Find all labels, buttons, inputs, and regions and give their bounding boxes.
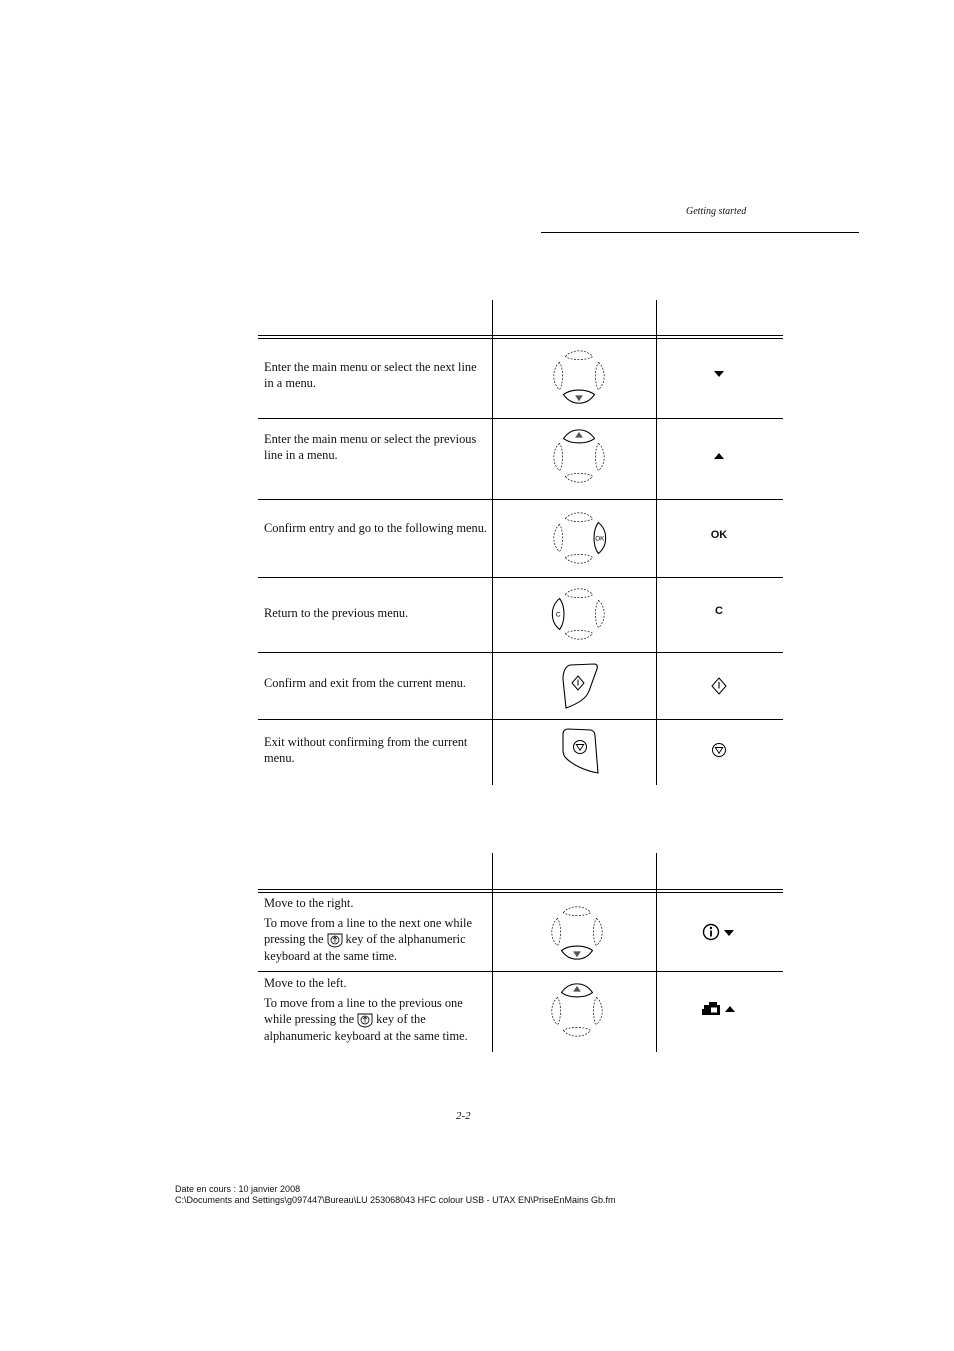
info-down-arrow-icon	[700, 922, 740, 942]
table-header-rule	[258, 335, 783, 339]
nav-pad-up-icon	[544, 980, 610, 1042]
document-meta	[175, 1184, 616, 1206]
stop-circle-icon	[704, 741, 734, 759]
c-symbol: C	[715, 605, 723, 617]
header-divider	[541, 232, 859, 233]
section-title: Getting started	[686, 206, 747, 217]
description-paragraph	[264, 915, 488, 964]
table-row-description: Confirm and exit from the current menu.	[264, 676, 466, 690]
table-row-rule	[258, 719, 783, 720]
table-row-rule	[258, 971, 783, 972]
table-divider	[492, 300, 493, 785]
file-path-line: C:\Documents and Settings\g097447\Bureau\LU 253068043 HFC colour USB - UTAX EN\PriseEnMains Gb.fm	[175, 1195, 616, 1205]
table-row-description	[264, 895, 488, 968]
nav-pad-down-icon	[546, 345, 612, 407]
table-row-rule	[258, 577, 783, 578]
table-row-description: Exit without confirming from the current menu.	[264, 735, 468, 765]
table-row-description: Enter the main menu or select the previous line in a menu.	[264, 432, 477, 462]
start-diamond-icon	[704, 676, 734, 696]
description-paragraph	[264, 995, 488, 1044]
description-line: Move to the right.	[264, 896, 354, 910]
page-number: 2-2	[456, 1110, 471, 1122]
ok-symbol: OK	[710, 529, 728, 541]
stop-key-icon	[558, 727, 602, 777]
table-row-description: Enter the main menu or select the next line in a menu.	[264, 360, 477, 390]
description-text: key of the alphanumeric keyboard at the same time.	[264, 1012, 468, 1044]
table-divider	[492, 853, 493, 1052]
table-divider	[656, 300, 657, 785]
table-row-rule	[258, 499, 783, 500]
shift-key-icon	[326, 932, 344, 948]
fax-up-arrow-icon	[700, 999, 740, 1019]
nav-pad-ok-icon	[546, 507, 612, 569]
description-line: Move to the left.	[264, 976, 347, 990]
table-row-description: Confirm entry and go to the following menu.	[264, 521, 487, 535]
arrow-up-icon	[704, 450, 734, 462]
key-label: C	[555, 611, 561, 619]
date-line: Date en cours : 10 janvier 2008	[175, 1184, 301, 1194]
table-divider	[656, 853, 657, 1052]
table-row-rule	[258, 652, 783, 653]
description-text: To move from a line to the next one while pressing the	[264, 916, 472, 946]
table-header-rule	[258, 889, 783, 893]
description-text: To move from a line to the previous one while pressing the	[264, 996, 463, 1026]
arrow-down-icon	[704, 368, 734, 380]
table-row-description	[264, 975, 488, 1048]
shift-key-icon	[356, 1012, 374, 1028]
description-text: key of the alphanumeric keyboard at the same time.	[264, 932, 466, 964]
nav-pad-up-icon	[546, 426, 612, 488]
start-key-icon	[558, 661, 600, 711]
key-label: OK	[595, 535, 605, 543]
nav-pad-down-icon	[544, 901, 610, 963]
nav-pad-c-icon	[546, 583, 612, 645]
table-row-rule	[258, 418, 783, 419]
table-row-description: Return to the previous menu.	[264, 606, 409, 620]
